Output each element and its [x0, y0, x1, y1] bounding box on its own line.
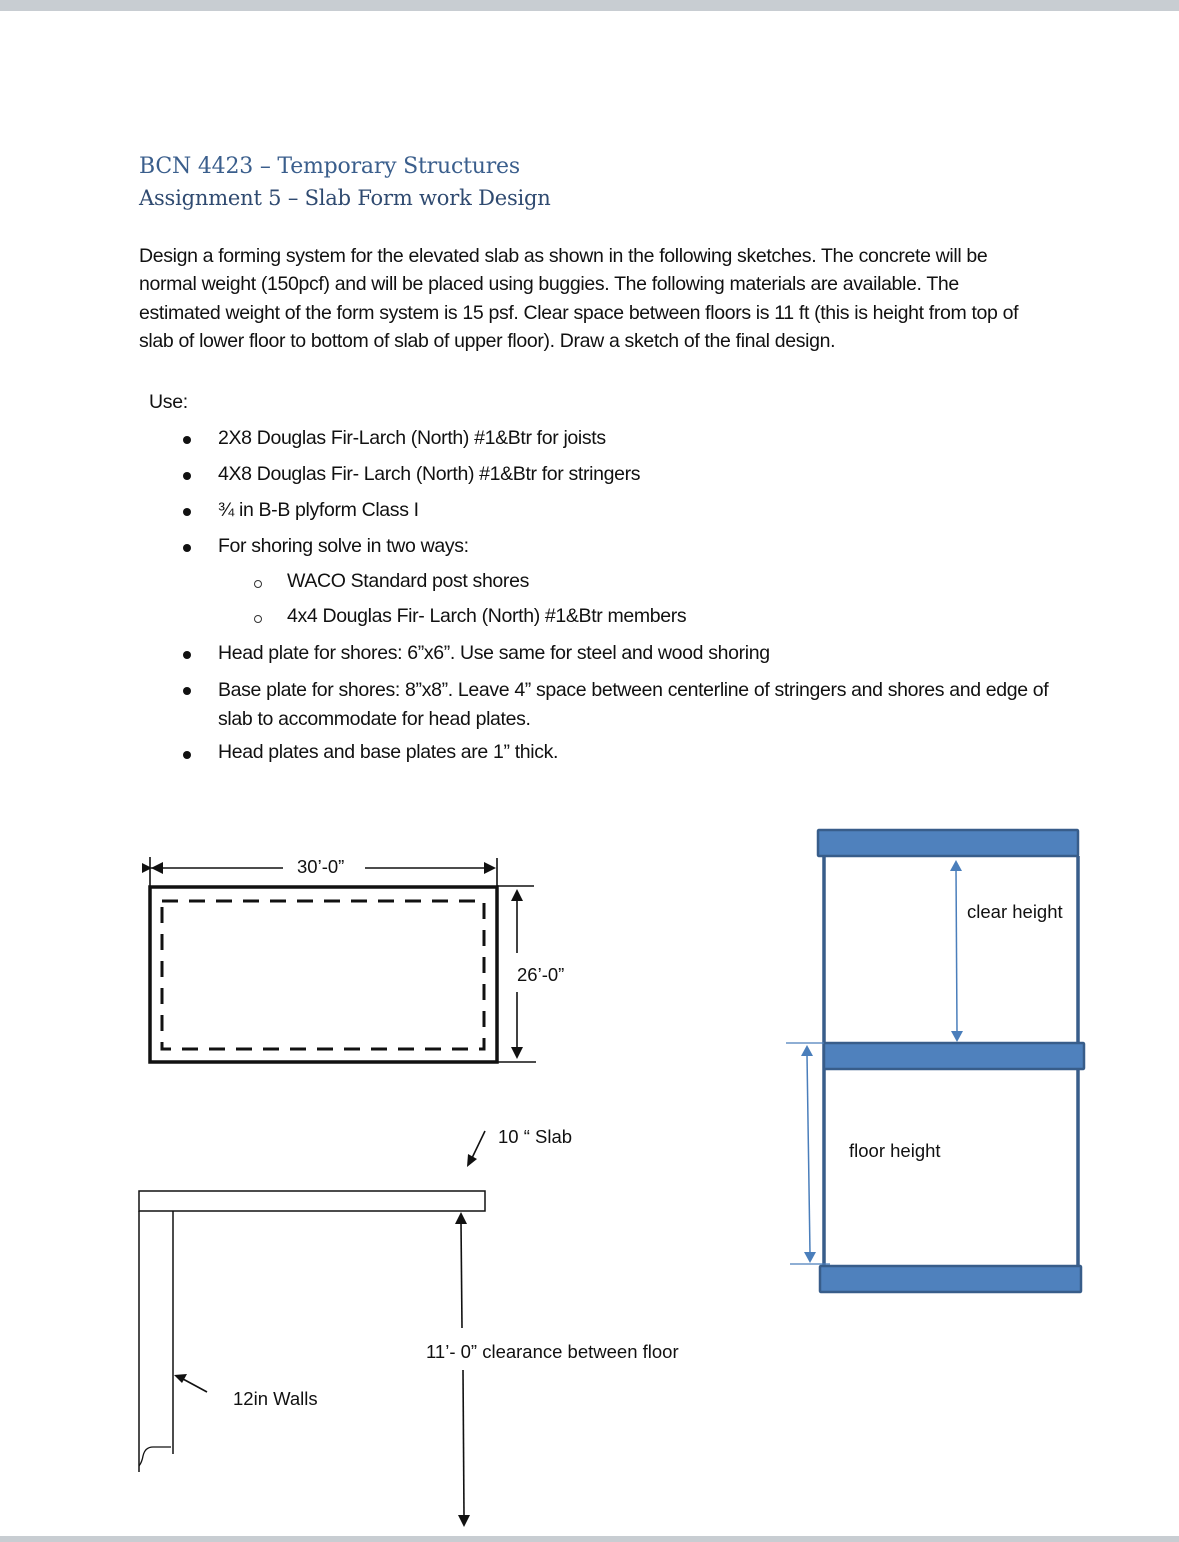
wall-break-line	[139, 1447, 171, 1466]
plan-sketch	[150, 856, 564, 1062]
height-diagram	[786, 830, 1084, 1292]
intro-paragraph: Design a forming system for the elevated slab as shown in the following sketches. The concrete will be normal weight (150pcf) and will be placed using buggies. The following materials are available. The estimated weight of the form system is 15 psf. Clear space between floors is 11 ft (this is height from top of slab of lower floor to bottom of slab of upper floor). Draw a sketch of the final design.	[139, 245, 1019, 353]
clear-height-label: clear height	[967, 901, 1063, 922]
clear-height-dimension	[956, 868, 957, 1032]
floor-height-dimension	[807, 1055, 810, 1253]
slab-section	[139, 1191, 485, 1211]
slab-outline	[150, 887, 497, 1062]
viewer-bottom-bar	[0, 1536, 1179, 1542]
lower-slab	[820, 1266, 1081, 1292]
head-plate-item: Head plate for shores: 6”x6”. Use same for steel and wood shoring	[218, 642, 770, 664]
material-item-shoring: For shoring solve in two ways:	[218, 535, 469, 557]
assignment-title: Assignment 5 – Slab Form work Design	[139, 186, 551, 210]
floor-height-label: floor height	[849, 1140, 941, 1161]
upper-slab	[818, 830, 1078, 856]
material-item-joists: 2X8 Douglas Fir-Larch (North) #1&Btr for joists	[218, 427, 606, 449]
course-title: BCN 4423 – Temporary Structures	[139, 154, 520, 179]
plan-width-label: 30’-0”	[297, 856, 345, 877]
use-label: Use:	[149, 391, 188, 413]
wall-dashed-outline	[162, 901, 484, 1049]
base-plate-item: Base plate for shores: 8”x8”. Leave 4” space between centerline of stringers and shores and edge of slab to accommodate for head plates.	[218, 679, 1049, 730]
section-sketch	[139, 1126, 679, 1527]
shoring-option-4x4: 4x4 Douglas Fir- Larch (North) #1&Btr members	[287, 605, 687, 627]
plan-depth-label: 26’-0”	[517, 964, 565, 985]
clearance-label: 11’- 0” clearance between floor	[426, 1341, 679, 1362]
material-item-stringers: 4X8 Douglas Fir- Larch (North) #1&Btr for stringers	[218, 463, 641, 485]
middle-slab	[824, 1043, 1084, 1069]
plate-thickness-item: Head plates and base plates are 1” thick.	[218, 741, 559, 763]
slab-thickness-label: 10 “ Slab	[498, 1126, 573, 1147]
wall-label: 12in Walls	[233, 1388, 318, 1409]
material-item-plyform: ¾ in B-B plyform Class I	[218, 499, 419, 521]
shoring-option-waco: WACO Standard post shores	[287, 570, 529, 592]
